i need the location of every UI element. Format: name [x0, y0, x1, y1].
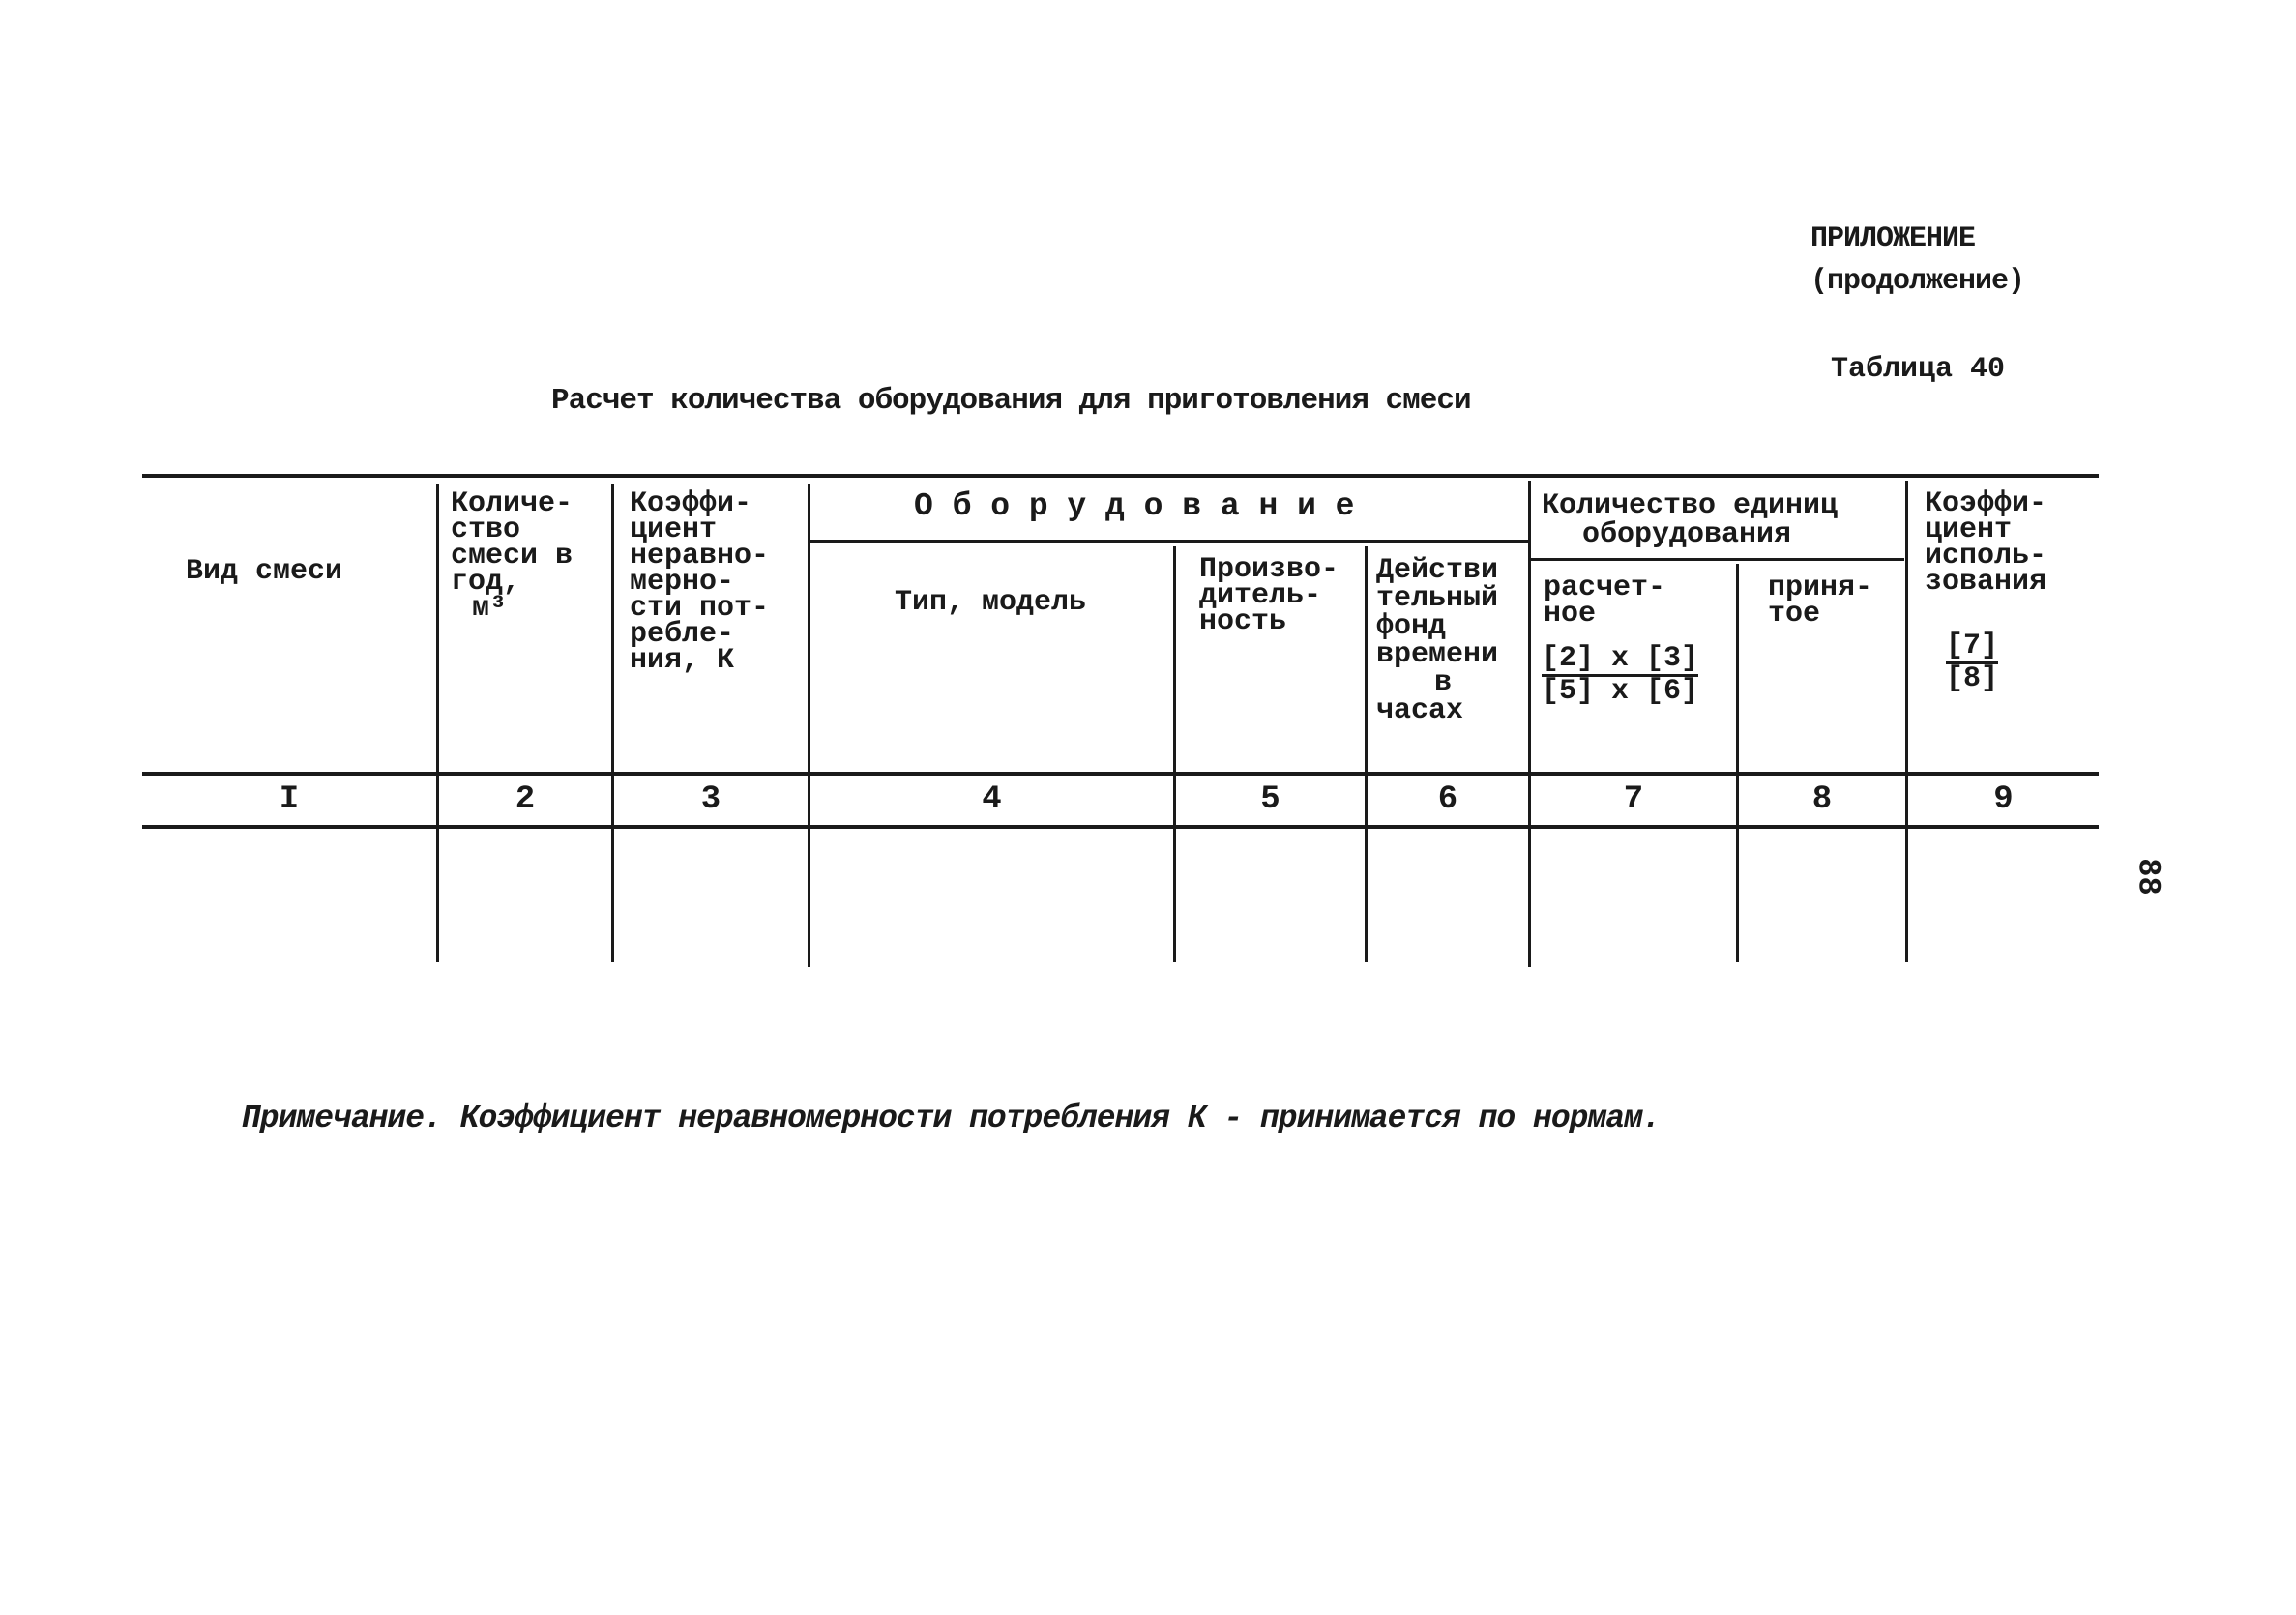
col-divider-3 [611, 484, 614, 962]
header-calculated: расчет- ное [1544, 572, 1666, 631]
column-number-9: 9 [1993, 781, 2014, 818]
utilization-numerator: [7] [1946, 630, 1999, 662]
header-type-model: Тип, модель [895, 586, 1087, 619]
col-divider-9 [1905, 481, 1908, 962]
column-number-5: 5 [1260, 781, 1280, 818]
footnote: Примечание. Коэффициент неравномерности потребления К - принимается по нормам. [242, 1101, 1661, 1136]
column-number-1: I [279, 781, 300, 818]
header-equipment-group: О б о р у д о в а н и е [914, 488, 1355, 524]
equipment-group-rule [810, 540, 1528, 543]
page-number: 88 [2130, 858, 2166, 896]
utilization-denominator: [8] [1946, 662, 1999, 695]
column-number-6: 6 [1437, 781, 1458, 818]
formula-numerator: [2] х [3] [1542, 642, 1699, 675]
header-productivity: Произво- дитель- ность [1199, 553, 1339, 638]
formula-denominator: [5] х [6] [1542, 675, 1699, 708]
appendix-label [1810, 218, 2024, 303]
calculated-formula [1542, 642, 1699, 708]
units-group-rule [1531, 558, 1904, 561]
table-top-rule [142, 474, 2099, 478]
header-accepted: приня- тое [1768, 572, 1873, 631]
column-number-2: 2 [515, 781, 536, 818]
header-utilization-coefficient: Коэффи- циент исполь- зования [1925, 487, 2047, 599]
table-caption: Расчет количества оборудования для приготовления смеси [551, 384, 1471, 418]
utilization-formula [1946, 630, 1999, 695]
appendix-continuation: (продолжение) [1810, 265, 2025, 298]
header-nonuniformity-coefficient: Коэффи- циент неравно- мерно- сти пот- ребле- ния, К [630, 487, 770, 677]
column-number-7: 7 [1623, 781, 1644, 818]
header-units-group: Количество единиц оборудования [1542, 489, 1839, 551]
appendix-title: ПРИЛОЖЕНИЕ [1810, 222, 1976, 255]
table-number: Таблица 40 [1831, 353, 2006, 386]
header-mix-type: Вид смеси [186, 555, 343, 588]
col-divider-5 [1173, 546, 1176, 962]
col-divider-2 [436, 484, 439, 962]
col-divider-4 [808, 484, 810, 967]
header-time-fund: Действи тельный фонд времени в часах [1376, 554, 1499, 727]
column-number-8: 8 [1811, 781, 1833, 818]
col-divider-8 [1736, 564, 1739, 962]
col-divider-7 [1528, 481, 1531, 967]
column-number-4: 4 [982, 781, 1002, 818]
col-divider-6 [1365, 546, 1368, 962]
header-annual-quantity: Количе- ство смеси в год, м³ [451, 487, 574, 625]
column-number-3: 3 [700, 781, 721, 818]
